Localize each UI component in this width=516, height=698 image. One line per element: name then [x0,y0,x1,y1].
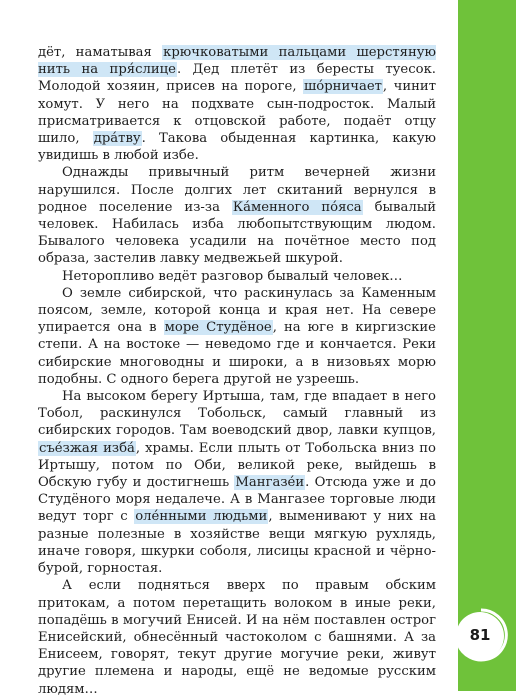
paragraph-text: , на юге в киргизские степи. А на востоке — неведомо где и кончается. Реки сибирские многоводны и широки, а в низовьях морю подобны. С одного берега другой не узреешь. [38,320,436,387]
green-side-tab [458,0,516,691]
paragraph-text: бывалый человек. Набилась изба любопытствующим людом. Бывалого человека усадили на почётное место под образа, застелив лавку медвежьей шкурой. [38,199,436,267]
paragraph-text: дёт, наматывая [38,45,163,60]
page-number-badge [456,612,504,660]
glossary-term-highlight: Ка́менного по́яса [232,199,362,215]
glossary-term-highlight: шо́рничает [304,79,382,95]
paragraph [38,44,436,164]
glossary-term-highlight: крючковатыми пальцами шерстяную нить на пря́слице [38,45,436,78]
paragraph-text: На высоком берегу Иртыша, там, где впадает в него Тобол, раскинулся Тобольск, самый главный из сибирских городов. Там воеводский двор, лавки купцов, [38,389,436,439]
paragraph [38,388,436,577]
paragraph [38,164,436,267]
glossary-term-highlight: Мангазе́и [235,475,305,491]
paragraph-text: . Такова обыденная картинка, какую увидишь в любой избе. [38,131,436,164]
paragraph-text: А если подняться вверх по правым обским притокам, а потом перетащить волоком в иные реки, попадёшь в могучий Енисей. И на нём поставлен острог Енисейский, обнесённый частоколом с башнями. А за Енисеем, говорят, текут другие могучие реки, живут другие племена и народы, ещё не ведомые русским людям… [38,578,436,697]
glossary-term-highlight: море Студёное [164,320,272,336]
paragraph [38,268,436,285]
glossary-term-highlight: оле́нными людьми [135,509,268,525]
paragraph-text: , выменивают у них на разные полезные в хозяйстве вещи мягкую рухлядь, иначе говоря, шкурки соболя, лисицы красной и чёрно-бурой, горностая. [38,509,437,577]
paragraph-text: . Дед плетёт из бересты туесок. Молодой хозяин, присев на пороге, [38,62,436,95]
page-number: 81 [469,626,491,644]
story-text [38,44,436,698]
paragraph-text: Неторопливо ведёт разговор бывалый человек… [62,268,403,284]
paragraph-text: , чинит хомут. У него на подхвате сын-подросток. Малый присматривается к отцовской работе, подаёт отцу шило, [38,79,436,147]
paragraph-text: . Отсюда уже и до Студёного моря недалече. А в Мангазее торговые люди ведут торг с [38,475,436,525]
glossary-term-highlight: съе́зжая изба́ [39,440,135,456]
glossary-term-highlight: дра́тву [93,131,141,147]
paragraph-text: , храмы. Если плыть от Тобольска вниз по Иртышу, потом по Оби, великой реке, выйдешь в Обскую губу и достигнешь [38,440,436,491]
paragraph-text: Однажды привычный ритм вечерней жизни нарушился. После долгих лет скитаний вернулся в родное поселение из-за [38,165,436,215]
paragraph [38,285,436,388]
paragraph [38,577,436,697]
paragraph-text: О земле сибирской, что раскинулась за Каменным поясом, земле, которой конца и края нет. На севере упирается она в [38,285,436,336]
